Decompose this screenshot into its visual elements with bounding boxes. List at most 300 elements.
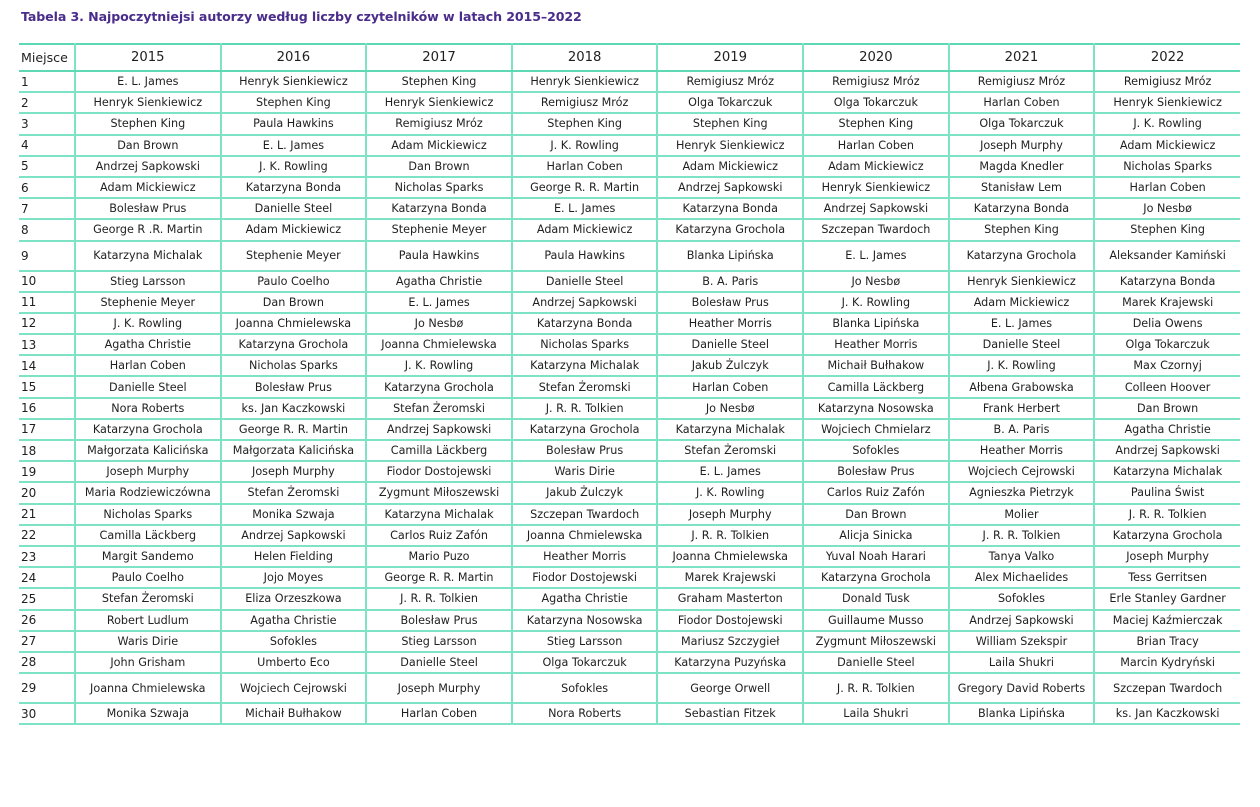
place-cell: 11 [19,292,75,313]
year-column-header: 2022 [1094,44,1240,71]
author-cell: George Orwell [657,673,803,703]
author-cell: Katarzyna Michalak [512,355,658,376]
place-cell: 17 [19,419,75,440]
author-cell: J. R. R. Tolkien [803,673,949,703]
table-row [19,703,1240,724]
author-cell: Adam Mickiewicz [657,156,803,177]
author-cell: J. K. Rowling [657,482,803,503]
author-cell: Joanna Chmielewska [221,313,367,334]
author-cell: Alicja Sinicka [803,525,949,546]
author-cell: J. R. R. Tolkien [949,525,1095,546]
year-column-header: 2020 [803,44,949,71]
place-cell: 26 [19,610,75,631]
author-cell: Joanna Chmielewska [366,334,512,355]
author-cell: Małgorzata Kalicińska [221,440,367,461]
author-cell: Camilla Läckberg [366,440,512,461]
author-cell: E. L. James [75,71,221,92]
author-cell: Joseph Murphy [949,135,1095,156]
author-cell: E. L. James [366,292,512,313]
table-row [19,71,1240,92]
author-cell: Jo Nesbø [366,313,512,334]
author-cell: Danielle Steel [949,334,1095,355]
author-cell: J. R. R. Tolkien [512,398,658,419]
author-cell: E. L. James [949,313,1095,334]
author-cell: Henryk Sienkiewicz [512,71,658,92]
author-cell: George R. R. Martin [512,177,658,198]
author-cell: Stephen King [657,113,803,134]
table-row [19,334,1240,355]
author-cell: Waris Dirie [512,461,658,482]
place-cell: 13 [19,334,75,355]
author-cell: Donald Tusk [803,588,949,609]
author-cell: Agatha Christie [512,588,658,609]
author-cell: Wojciech Chmielarz [803,419,949,440]
author-cell: Szczepan Twardoch [1094,673,1240,703]
author-cell: Nora Roberts [512,703,658,724]
author-cell: Stephen King [803,113,949,134]
author-cell: Zygmunt Miłoszewski [803,631,949,652]
author-cell: Henryk Sienkiewicz [657,135,803,156]
place-cell: 12 [19,313,75,334]
author-cell: Tess Gerritsen [1094,567,1240,588]
author-cell: Carlos Ruiz Zafón [366,525,512,546]
author-cell: Andrzej Sapkowski [803,198,949,219]
author-cell: Dan Brown [1094,398,1240,419]
author-cell: Olga Tokarczuk [657,92,803,113]
author-cell: Waris Dirie [75,631,221,652]
author-cell: B. A. Paris [657,271,803,292]
author-cell: Katarzyna Bonda [1094,271,1240,292]
table-row [19,440,1240,461]
author-cell: Carlos Ruiz Zafón [803,482,949,503]
author-cell: Remigiusz Mróz [512,92,658,113]
author-cell: Robert Ludlum [75,610,221,631]
author-cell: Eliza Orzeszkowa [221,588,367,609]
author-cell: Heather Morris [512,546,658,567]
table-row [19,525,1240,546]
author-cell: Agatha Christie [1094,419,1240,440]
place-cell: 30 [19,703,75,724]
author-cell: Henryk Sienkiewicz [1094,92,1240,113]
author-cell: Blanka Lipińska [657,241,803,271]
author-cell: Marek Krajewski [657,567,803,588]
table-row [19,504,1240,525]
place-cell: 29 [19,673,75,703]
year-column-header: 2021 [949,44,1095,71]
author-cell: Jo Nesbø [657,398,803,419]
author-cell: Alex Michaelides [949,567,1095,588]
author-cell: J. K. Rowling [1094,113,1240,134]
author-cell: Bolesław Prus [221,376,367,397]
author-cell: Adam Mickiewicz [1094,135,1240,156]
author-cell: Olga Tokarczuk [512,652,658,673]
author-cell: Nicholas Sparks [221,355,367,376]
table-row [19,482,1240,503]
author-cell: Katarzyna Puzyńska [657,652,803,673]
author-cell: Danielle Steel [512,271,658,292]
place-column-header: Miejsce [19,44,75,71]
author-cell: Adam Mickiewicz [949,292,1095,313]
author-cell: Remigiusz Mróz [803,71,949,92]
table-row [19,198,1240,219]
author-cell: Dan Brown [366,156,512,177]
author-cell: Andrzej Sapkowski [75,156,221,177]
author-cell: Bolesław Prus [803,461,949,482]
author-cell: Stefan Żeromski [221,482,367,503]
author-cell: Heather Morris [657,313,803,334]
year-column-header: 2018 [512,44,658,71]
author-cell: Katarzyna Bonda [949,198,1095,219]
author-cell: ks. Jan Kaczkowski [1094,703,1240,724]
author-cell: E. L. James [221,135,367,156]
author-cell: Katarzyna Grochola [221,334,367,355]
table-row [19,292,1240,313]
author-cell: Szczepan Twardoch [803,219,949,240]
author-cell: Colleen Hoover [1094,376,1240,397]
author-cell: Stanisław Lem [949,177,1095,198]
author-cell: Andrzej Sapkowski [512,292,658,313]
author-cell: J. K. Rowling [75,313,221,334]
author-cell: Fiodor Dostojewski [512,567,658,588]
author-cell: Monika Szwaja [75,703,221,724]
author-cell: Laila Shukri [803,703,949,724]
author-cell: E. L. James [657,461,803,482]
author-cell: Maciej Kaźmierczak [1094,610,1240,631]
place-cell: 16 [19,398,75,419]
author-cell: Bolesław Prus [657,292,803,313]
author-cell: J. R. R. Tolkien [366,588,512,609]
author-cell: George R. R. Martin [366,567,512,588]
author-cell: Ałbena Grabowska [949,376,1095,397]
author-cell: Stephen King [366,71,512,92]
author-cell: Marcin Kydryński [1094,652,1240,673]
table-row [19,355,1240,376]
author-cell: Magda Knedler [949,156,1095,177]
table-row [19,567,1240,588]
author-cell: George R. R. Martin [221,419,367,440]
author-cell: Nicholas Sparks [1094,156,1240,177]
place-cell: 10 [19,271,75,292]
author-cell: Olga Tokarczuk [1094,334,1240,355]
table-row [19,546,1240,567]
author-cell: Jo Nesbø [803,271,949,292]
author-cell: Aleksander Kamiński [1094,241,1240,271]
author-cell: Zygmunt Miłoszewski [366,482,512,503]
author-cell: Katarzyna Grochola [803,567,949,588]
author-cell: Joseph Murphy [657,504,803,525]
author-cell: Nicholas Sparks [512,334,658,355]
author-cell: Stephenie Meyer [75,292,221,313]
author-cell: Paula Hawkins [221,113,367,134]
authors-table-container [19,43,1240,725]
author-cell: Danielle Steel [657,334,803,355]
author-cell: Katarzyna Bonda [366,198,512,219]
author-cell: Danielle Steel [366,652,512,673]
author-cell: George R .R. Martin [75,219,221,240]
author-cell: Jojo Moyes [221,567,367,588]
author-cell: Olga Tokarczuk [803,92,949,113]
author-cell: Joanna Chmielewska [512,525,658,546]
table-row [19,219,1240,240]
author-cell: Sofokles [803,440,949,461]
author-cell: Stephen King [512,113,658,134]
author-cell: Paulina Świst [1094,482,1240,503]
table-row [19,113,1240,134]
author-cell: J. R. R. Tolkien [1094,504,1240,525]
author-cell: Katarzyna Bonda [657,198,803,219]
author-cell: Andrzej Sapkowski [366,419,512,440]
author-cell: Margit Sandemo [75,546,221,567]
author-cell: J. K. Rowling [221,156,367,177]
author-cell: Katarzyna Nosowska [512,610,658,631]
author-cell: Paulo Coelho [221,271,367,292]
place-cell: 3 [19,113,75,134]
place-cell: 21 [19,504,75,525]
author-cell: ks. Jan Kaczkowski [221,398,367,419]
place-cell: 27 [19,631,75,652]
place-cell: 8 [19,219,75,240]
author-cell: Katarzyna Grochola [1094,525,1240,546]
author-cell: J. K. Rowling [803,292,949,313]
table-row [19,461,1240,482]
author-cell: Gregory David Roberts [949,673,1095,703]
author-cell: Stieg Larsson [75,271,221,292]
author-cell: Harlan Coben [949,92,1095,113]
place-cell: 22 [19,525,75,546]
author-cell: Mariusz Szczygieł [657,631,803,652]
place-cell: 14 [19,355,75,376]
author-cell: Joanna Chmielewska [75,673,221,703]
table-row [19,92,1240,113]
place-cell: 18 [19,440,75,461]
table-row [19,271,1240,292]
author-cell: Stephen King [1094,219,1240,240]
author-cell: Katarzyna Michalak [75,241,221,271]
author-cell: Katarzyna Grochola [366,376,512,397]
author-cell: Dan Brown [221,292,367,313]
author-cell: Katarzyna Michalak [1094,461,1240,482]
author-cell: Adam Mickiewicz [366,135,512,156]
author-cell: Graham Masterton [657,588,803,609]
authors-table [19,43,1240,725]
author-cell: Erle Stanley Gardner [1094,588,1240,609]
author-cell: Katarzyna Bonda [512,313,658,334]
author-cell: Bolesław Prus [75,198,221,219]
author-cell: Agatha Christie [221,610,367,631]
author-cell: Katarzyna Michalak [366,504,512,525]
author-cell: Harlan Coben [1094,177,1240,198]
author-cell: Remigiusz Mróz [949,71,1095,92]
author-cell: Remigiusz Mróz [366,113,512,134]
author-cell: Mario Puzo [366,546,512,567]
author-cell: Jo Nesbø [1094,198,1240,219]
place-cell: 23 [19,546,75,567]
table-row [19,652,1240,673]
year-column-header: 2019 [657,44,803,71]
author-cell: Stephen King [949,219,1095,240]
author-cell: Stieg Larsson [512,631,658,652]
author-cell: Henryk Sienkiewicz [366,92,512,113]
author-cell: Andrzej Sapkowski [221,525,367,546]
author-cell: Umberto Eco [221,652,367,673]
author-cell: Bolesław Prus [366,610,512,631]
author-cell: Dan Brown [803,504,949,525]
author-cell: Camilla Läckberg [75,525,221,546]
author-cell: Katarzyna Nosowska [803,398,949,419]
place-cell: 15 [19,376,75,397]
author-cell: Tanya Valko [949,546,1095,567]
author-cell: Wojciech Cejrowski [221,673,367,703]
author-cell: Harlan Coben [657,376,803,397]
author-cell: Andrzej Sapkowski [657,177,803,198]
place-cell: 19 [19,461,75,482]
author-cell: Molier [949,504,1095,525]
year-column-header: 2015 [75,44,221,71]
author-cell: Remigiusz Mróz [1094,71,1240,92]
author-cell: Marek Krajewski [1094,292,1240,313]
author-cell: Guillaume Musso [803,610,949,631]
author-cell: Bolesław Prus [512,440,658,461]
author-cell: Jakub Żulczyk [512,482,658,503]
author-cell: Katarzyna Bonda [221,177,367,198]
author-cell: Paula Hawkins [512,241,658,271]
place-cell: 7 [19,198,75,219]
author-cell: Dan Brown [75,135,221,156]
author-cell: Blanka Lipińska [949,703,1095,724]
author-cell: Fiodor Dostojewski [657,610,803,631]
author-cell: Adam Mickiewicz [75,177,221,198]
author-cell: Szczepan Twardoch [512,504,658,525]
author-cell: Harlan Coben [803,135,949,156]
author-cell: Stefan Żeromski [366,398,512,419]
author-cell: Wojciech Cejrowski [949,461,1095,482]
place-cell: 5 [19,156,75,177]
author-cell: Michaił Bułhakow [803,355,949,376]
table-row [19,419,1240,440]
author-cell: Fiodor Dostojewski [366,461,512,482]
author-cell: Paulo Coelho [75,567,221,588]
author-cell: Adam Mickiewicz [803,156,949,177]
table-row [19,241,1240,271]
author-cell: Agatha Christie [366,271,512,292]
author-cell: Danielle Steel [803,652,949,673]
author-cell: Harlan Coben [512,156,658,177]
author-cell: Katarzyna Grochola [657,219,803,240]
author-cell: Frank Herbert [949,398,1095,419]
table-body [19,71,1240,724]
year-column-header: 2016 [221,44,367,71]
author-cell: Agnieszka Pietrzyk [949,482,1095,503]
author-cell: Katarzyna Grochola [949,241,1095,271]
author-cell: Max Czornyj [1094,355,1240,376]
author-cell: Joseph Murphy [221,461,367,482]
author-cell: Stephen King [221,92,367,113]
author-cell: Agatha Christie [75,334,221,355]
place-cell: 25 [19,588,75,609]
author-cell: Joseph Murphy [75,461,221,482]
author-cell: Nora Roberts [75,398,221,419]
author-cell: Stefan Żeromski [512,376,658,397]
author-cell: Małgorzata Kalicińska [75,440,221,461]
table-row [19,156,1240,177]
author-cell: William Szekspir [949,631,1095,652]
author-cell: Adam Mickiewicz [512,219,658,240]
place-cell: 28 [19,652,75,673]
author-cell: Helen Fielding [221,546,367,567]
author-cell: Maria Rodziewiczówna [75,482,221,503]
author-cell: Joseph Murphy [366,673,512,703]
table-row [19,313,1240,334]
author-cell: J. R. R. Tolkien [657,525,803,546]
author-cell: Blanka Lipińska [803,313,949,334]
place-cell: 9 [19,241,75,271]
author-cell: Nicholas Sparks [75,504,221,525]
table-row [19,135,1240,156]
author-cell: Stefan Żeromski [75,588,221,609]
author-cell: Remigiusz Mróz [657,71,803,92]
place-cell: 24 [19,567,75,588]
author-cell: Harlan Coben [75,355,221,376]
author-cell: Stephenie Meyer [366,219,512,240]
author-cell: E. L. James [803,241,949,271]
table-header-row [19,44,1240,71]
author-cell: Olga Tokarczuk [949,113,1095,134]
table-row [19,631,1240,652]
author-cell: Jakub Żulczyk [657,355,803,376]
author-cell: Stephenie Meyer [221,241,367,271]
place-cell: 4 [19,135,75,156]
author-cell: Henryk Sienkiewicz [75,92,221,113]
author-cell: Nicholas Sparks [366,177,512,198]
author-cell: Andrzej Sapkowski [949,610,1095,631]
author-cell: Sofokles [221,631,367,652]
author-cell: Katarzyna Grochola [75,419,221,440]
author-cell: Camilla Läckberg [803,376,949,397]
author-cell: Laila Shukri [949,652,1095,673]
place-cell: 20 [19,482,75,503]
author-cell: Stieg Larsson [366,631,512,652]
table-row [19,610,1240,631]
author-cell: Paula Hawkins [366,241,512,271]
table-row [19,376,1240,397]
table-row [19,177,1240,198]
author-cell: Danielle Steel [75,376,221,397]
author-cell: Delia Owens [1094,313,1240,334]
author-cell: John Grisham [75,652,221,673]
author-cell: Sebastian Fitzek [657,703,803,724]
place-cell: 2 [19,92,75,113]
author-cell: Henryk Sienkiewicz [803,177,949,198]
author-cell: Heather Morris [803,334,949,355]
author-cell: Andrzej Sapkowski [1094,440,1240,461]
author-cell: J. K. Rowling [512,135,658,156]
author-cell: Stephen King [75,113,221,134]
author-cell: Stefan Żeromski [657,440,803,461]
author-cell: Joanna Chmielewska [657,546,803,567]
year-column-header: 2017 [366,44,512,71]
author-cell: Heather Morris [949,440,1095,461]
author-cell: Brian Tracy [1094,631,1240,652]
author-cell: J. K. Rowling [949,355,1095,376]
table-row [19,398,1240,419]
author-cell: Michaił Bułhakow [221,703,367,724]
table-row [19,673,1240,703]
author-cell: Joseph Murphy [1094,546,1240,567]
author-cell: Monika Szwaja [221,504,367,525]
table-title: Tabela 3. Najpoczytniejsi autorzy według liczby czytelników w latach 2015–2022 [21,9,582,24]
author-cell: J. K. Rowling [366,355,512,376]
author-cell: Katarzyna Grochola [512,419,658,440]
